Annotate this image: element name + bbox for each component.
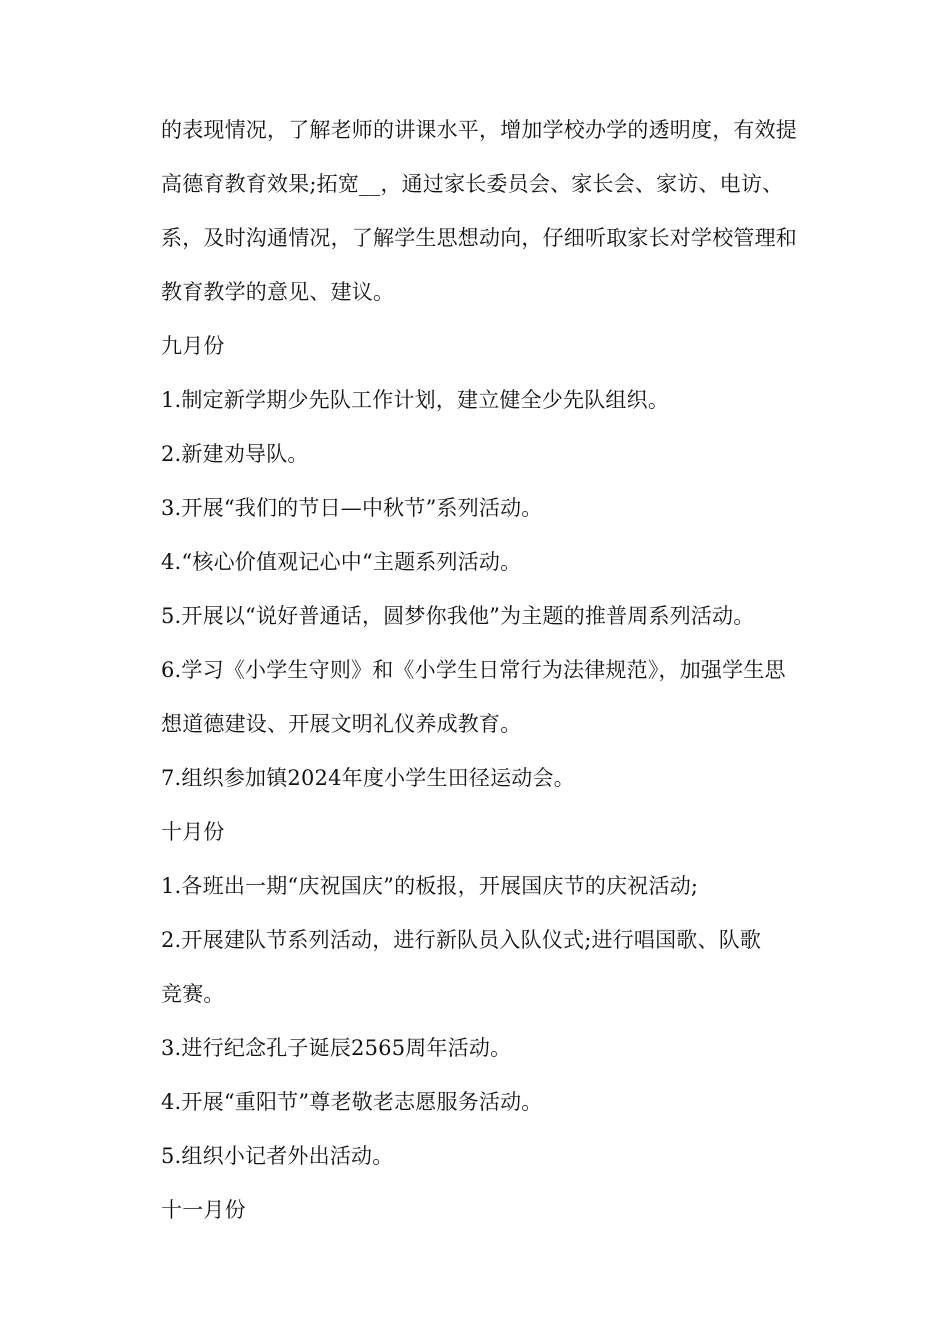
list-item-continuation: 竞赛。	[161, 982, 225, 1006]
paragraph-line: 教育教学的意见、建议。	[161, 280, 395, 304]
section-heading-september: 九月份	[161, 334, 225, 358]
list-item: 3.进行纪念孔子诞辰2565周年活动。	[161, 1036, 512, 1060]
list-item: 1.各班出一期“庆祝国庆”的板报，开展国庆节的庆祝活动;	[161, 874, 699, 898]
list-item-continuation: 想道德建设、开展文明礼仪养成教育。	[161, 712, 522, 736]
list-item: 6.学习《小学生守则》和《小学生日常行为法律规范》，加强学生思	[161, 658, 786, 682]
list-item: 3.开展“我们的节日—中秋节”系列活动。	[161, 496, 543, 520]
list-item: 2.新建劝导队。	[161, 442, 309, 466]
list-item: 5.组织小记者外出活动。	[161, 1144, 394, 1168]
list-item: 4.“核心价值观记心中“主题系列活动。	[161, 550, 522, 574]
section-heading-october: 十月份	[161, 820, 225, 844]
paragraph-line: 的表现情况，了解老师的讲课水平，增加学校办学的透明度，有效提	[161, 118, 797, 142]
list-item: 5.开展以“说好普通话，圆梦你我他”为主题的推普周系列活动。	[161, 604, 755, 628]
list-item: 7.组织参加镇2024年度小学生田径运动会。	[161, 766, 575, 790]
paragraph-line: 高德育教育效果;拓宽__，通过家长委员会、家长会、家访、电访、	[161, 172, 784, 196]
list-item: 2.开展建队节系列活动，进行新队员入队仪式;进行唱国歌、队歌	[161, 928, 762, 952]
paragraph-line: 系，及时沟通情况，了解学生思想动向，仔细听取家长对学校管理和	[161, 226, 797, 250]
list-item: 4.开展“重阳节”尊老敬老志愿服务活动。	[161, 1090, 543, 1114]
section-heading-november: 十一月份	[161, 1198, 246, 1222]
list-item: 1.制定新学期少先队工作计划，建立健全少先队组织。	[161, 388, 670, 412]
